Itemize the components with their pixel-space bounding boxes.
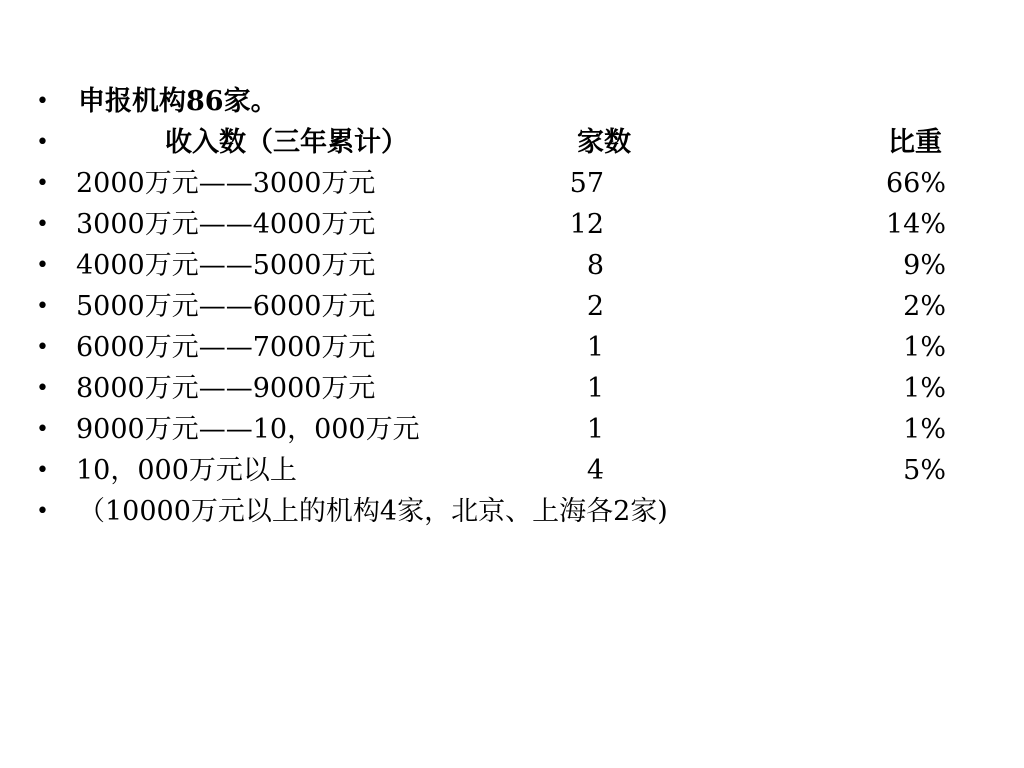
table-row <box>0 287 1024 327</box>
row-count: 57 <box>569 168 604 199</box>
intro-text: 申报机构86家。 <box>78 86 278 117</box>
row-share: 2% <box>903 291 946 322</box>
bullet-dot: • <box>36 335 49 360</box>
row-range: 4000万元——5000万元 <box>76 250 376 281</box>
bullet-line-note <box>0 492 1024 532</box>
row-count: 8 <box>586 250 604 281</box>
row-range: 2000万元——3000万元 <box>76 168 376 199</box>
table-row <box>0 328 1024 368</box>
table-row <box>0 246 1024 286</box>
row-count: 1 <box>586 332 604 363</box>
table-row <box>0 451 1024 491</box>
bullet-dot: • <box>36 212 49 237</box>
bullet-line-intro <box>0 82 1024 122</box>
row-share: 66% <box>885 168 946 199</box>
row-count: 4 <box>586 455 604 486</box>
row-count: 12 <box>569 209 604 240</box>
row-share: 5% <box>903 455 946 486</box>
row-count: 1 <box>586 414 604 445</box>
header-share: 比重 <box>888 127 942 158</box>
note-text: （10000万元以上的机构4家，北京、上海各2家) <box>78 496 668 527</box>
table-row <box>0 369 1024 409</box>
header-count: 家数 <box>577 127 631 158</box>
row-range: 9000万元——10，000万元 <box>76 414 420 445</box>
bullet-dot: • <box>36 89 49 114</box>
bullet-dot: • <box>36 171 49 196</box>
row-range: 6000万元——7000万元 <box>76 332 376 363</box>
table-header <box>0 123 1024 163</box>
bullet-dot: • <box>36 376 49 401</box>
table-row <box>0 410 1024 450</box>
bullet-dot: • <box>36 294 49 319</box>
bullet-dot: • <box>36 417 49 442</box>
row-share: 1% <box>903 332 946 363</box>
row-range: 3000万元——4000万元 <box>76 209 376 240</box>
row-range: 5000万元——6000万元 <box>76 291 376 322</box>
bullet-dot: • <box>36 458 49 483</box>
header-range: 收入数（三年累计） <box>165 127 408 158</box>
bullet-dot: • <box>36 253 49 278</box>
row-count: 1 <box>586 373 604 404</box>
table-row <box>0 205 1024 245</box>
bullet-dot: • <box>36 130 49 155</box>
row-share: 1% <box>903 414 946 445</box>
row-range: 8000万元——9000万元 <box>76 373 376 404</box>
table-row <box>0 164 1024 204</box>
row-count: 2 <box>586 291 604 322</box>
row-range: 10，000万元以上 <box>76 455 297 486</box>
row-share: 9% <box>903 250 946 281</box>
bullet-dot: • <box>36 499 49 524</box>
row-share: 1% <box>903 373 946 404</box>
row-share: 14% <box>885 209 946 240</box>
